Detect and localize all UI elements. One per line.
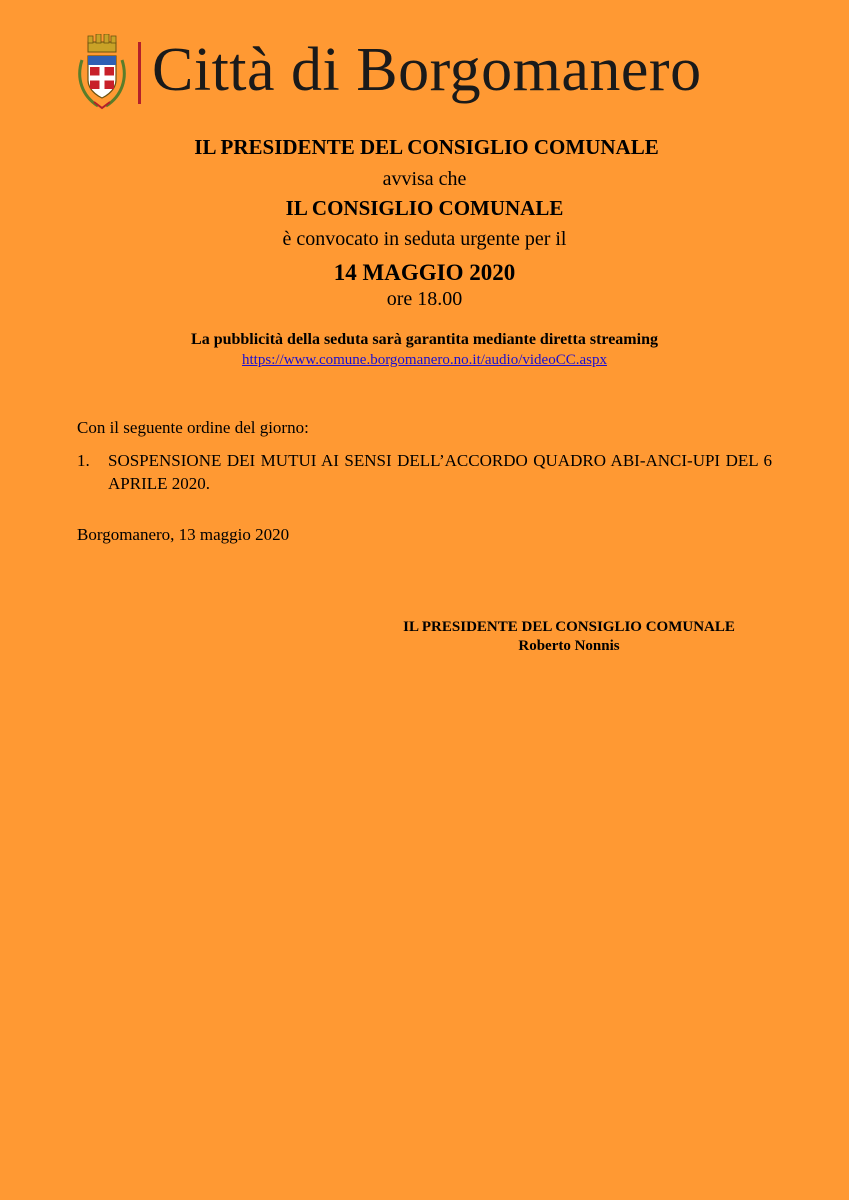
- meeting-time: ore 18.00: [386, 288, 463, 310]
- page-header: [76, 34, 816, 114]
- streaming-link[interactable]: https://www.comune.borgomanero.no.it/audio/videoCC.aspx: [242, 352, 607, 368]
- city-crest-icon: [76, 34, 128, 110]
- streaming-note: La pubblicità della seduta sarà garantita mediante diretta streaming: [191, 331, 658, 348]
- signature-title: IL PRESIDENTE DEL CONSIGLIO COMUNALE: [403, 619, 735, 635]
- avvisa-text: avvisa che: [382, 168, 467, 190]
- signature-name: Roberto Nonnis: [518, 638, 620, 654]
- convocation-text: è convocato in seduta urgente per il: [282, 228, 567, 250]
- agenda-item-text: SOSPENSIONE DEI MUTUI AI SENSI DELL’ACCORDO QUADRO ABI-ANCI-UPI DEL 6 APRILE 2020.: [108, 451, 772, 493]
- place-date: Borgomanero, 13 maggio 2020: [77, 525, 290, 544]
- header-divider: [138, 42, 141, 104]
- meeting-date: 14 MAGGIO 2020: [333, 260, 516, 285]
- streaming-link-container: [0, 352, 849, 369]
- city-name: Città di Borgomanero: [152, 36, 702, 104]
- agenda-intro: Con il seguente ordine del giorno:: [77, 418, 309, 437]
- agenda-item: [77, 449, 772, 495]
- agenda-item-number: 1.: [77, 451, 90, 470]
- president-title: IL PRESIDENTE DEL CONSIGLIO COMUNALE: [194, 135, 659, 159]
- signature-block: [369, 618, 769, 656]
- council-title: IL CONSIGLIO COMUNALE: [285, 196, 564, 220]
